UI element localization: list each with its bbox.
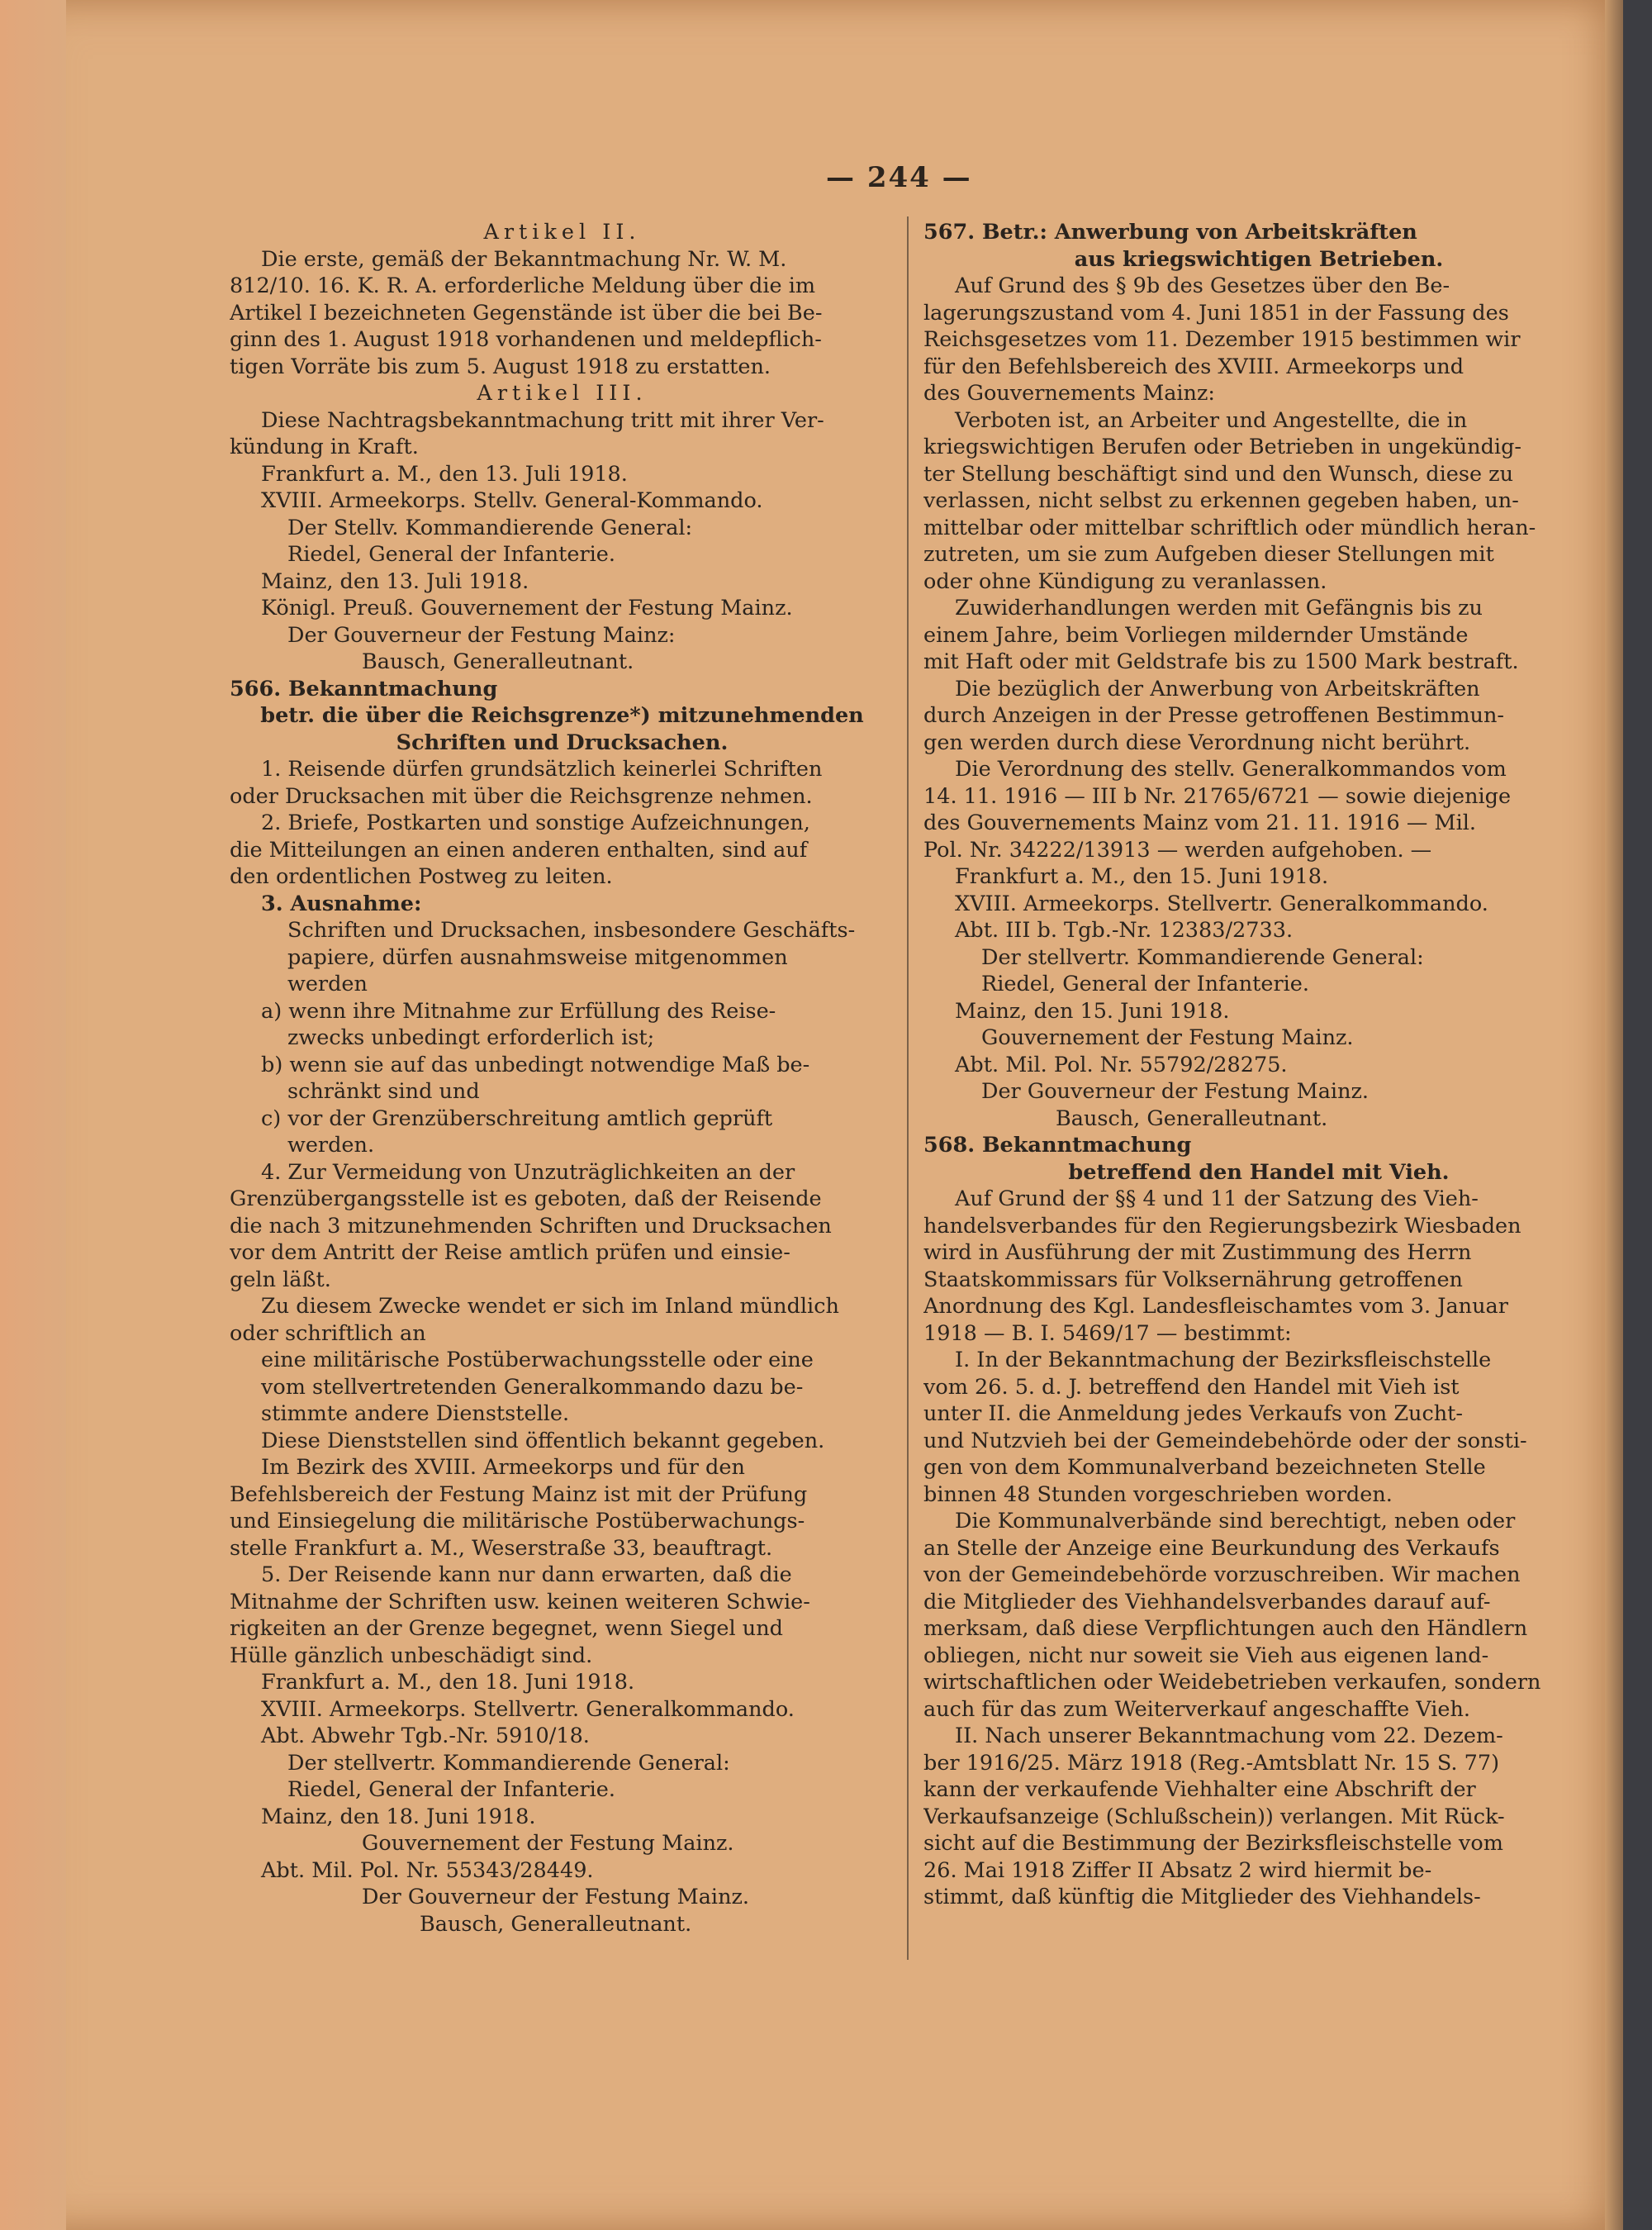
text-line: Artikel I bezeichneten Gegenstände ist über die bei Be-	[230, 300, 823, 326]
text-line: Frankfurt a. M., den 15. Juni 1918.	[955, 864, 1329, 889]
text-line: rigkeiten an der Grenze begegnet, wenn Siegel und	[230, 1616, 783, 1641]
text-line: tigen Vorräte bis zum 5. August 1918 zu erstatten.	[230, 354, 771, 379]
text-line: Gouvernement der Festung Mainz.	[981, 1025, 1354, 1050]
text-line: die Mitteilungen an einen anderen enthalten, sind auf	[230, 837, 808, 863]
text-line: Riedel, General der Infanterie.	[287, 542, 616, 567]
text-line: gen von dem Kommunalverband bezeichneten Stelle	[923, 1455, 1486, 1480]
text-line: oder ohne Kündigung zu veranlassen.	[923, 568, 1327, 594]
text-line: 5. Der Reisende kann nur dann erwarten, daß die	[261, 1562, 792, 1587]
text-line: Staatskommissars für Volksernährung getroffenen	[923, 1267, 1463, 1292]
text-line: papiere, dürfen ausnahmsweise mitgenommen	[287, 944, 788, 970]
text-line: Frankfurt a. M., den 18. Juni 1918.	[261, 1670, 635, 1695]
text-line: Hülle gänzlich unbeschädigt sind.	[230, 1643, 593, 1668]
text-line: Abt. Mil. Pol. Nr. 55343/28449.	[261, 1857, 594, 1883]
text-line: oder Drucksachen mit über die Reichsgrenze nehmen.	[230, 783, 813, 809]
text-line: b) wenn sie auf das unbedingt notwendige Maß be-	[261, 1052, 810, 1077]
text-line: Die Verordnung des stellv. Generalkommandos vom	[955, 757, 1507, 782]
text-line: Mainz, den 15. Juni 1918.	[955, 998, 1230, 1024]
text-line: stelle Frankfurt a. M., Weserstraße 33, beauftragt.	[230, 1535, 773, 1561]
text-line: Artikel III.	[477, 381, 648, 406]
text-line: durch Anzeigen in der Presse getroffenen Bestimmun-	[923, 703, 1505, 728]
text-line: stimmt, daß künftig die Mitglieder des Viehhandels-	[923, 1885, 1481, 1909]
text-line: unter II. die Anmeldung jedes Verkaufs von Zucht-	[923, 1401, 1464, 1426]
text-line: Reichsgesetzes vom 11. Dezember 1915 bestimmen wir	[923, 327, 1521, 352]
text-line: Verkaufsanzeige (Schlußschein)) verlangen. Mit Rück-	[923, 1804, 1505, 1829]
text-line: Die erste, gemäß der Bekanntmachung Nr. W. M.	[261, 246, 787, 272]
text-line: Mainz, den 13. Juli 1918.	[261, 568, 529, 594]
text-line: vor dem Antritt der Reise amtlich prüfen und einsie-	[230, 1240, 790, 1265]
text-line: mittelbar oder mittelbar schriftlich oder mündlich heran-	[923, 515, 1536, 540]
text-line: Schriften und Drucksachen, insbesondere Geschäfts-	[287, 918, 856, 943]
text-line: lagerungszustand vom 4. Juni 1851 in der Fassung des	[923, 300, 1509, 326]
text-line: die nach 3 mitzunehmenden Schriften und Drucksachen	[230, 1213, 832, 1239]
text-line: Königl. Preuß. Gouvernement der Festung Mainz.	[261, 596, 793, 621]
text-line: betr. die über die Reichsgrenze*) mitzunehmenden	[260, 703, 864, 728]
text-line: Riedel, General der Infanterie.	[287, 1777, 616, 1802]
text-line: 1918 — B. I. 5469/17 — bestimmt:	[923, 1320, 1292, 1346]
text-line: 4. Zur Vermeidung von Unzuträglichkeiten an der	[261, 1159, 795, 1185]
text-line: 26. Mai 1918 Ziffer II Absatz 2 wird hiermit be-	[923, 1857, 1432, 1883]
column-divider	[907, 216, 909, 1960]
text-line: eine militärische Postüberwachungsstelle oder eine	[261, 1348, 814, 1372]
text-line: von der Gemeindebehörde vorzuschreiben. Wir machen	[923, 1562, 1521, 1587]
text-line: Gouvernement der Festung Mainz.	[362, 1831, 734, 1856]
text-line: zutreten, um sie zum Aufgeben dieser Stellungen mit	[923, 542, 1494, 567]
text-line: Abt. III b. Tgb.-Nr. 12383/2733.	[955, 918, 1294, 943]
text-line: 2. Briefe, Postkarten und sonstige Aufzeichnungen,	[261, 811, 810, 835]
text-line: schränkt sind und	[287, 1079, 480, 1104]
text-line: geln läßt.	[230, 1267, 331, 1292]
text-line: Schriften und Drucksachen.	[396, 730, 729, 755]
text-line: werden	[287, 972, 368, 996]
text-line: Der Gouverneur der Festung Mainz.	[362, 1885, 750, 1909]
text-line: 3. Ausnahme:	[261, 891, 422, 916]
text-line: XVIII. Armeekorps. Stellvertr. Generalkommando.	[955, 891, 1488, 916]
text-line: 1. Reisende dürfen grundsätzlich keinerlei Schriften	[261, 757, 823, 782]
text-line: handelsverbandes für den Regierungsbezirk Wiesbaden	[923, 1213, 1521, 1239]
text-line: Zu diesem Zwecke wendet er sich im Inland mündlich	[261, 1294, 839, 1319]
text-line: kann der verkaufende Viehhalter eine Abschrift der	[923, 1777, 1476, 1802]
page-spine	[1605, 0, 1623, 2230]
text-line: 812/10. 16. K. R. A. erforderliche Meldung über die im	[230, 273, 816, 298]
text-line: Bausch, Generalleutnant.	[1056, 1105, 1328, 1131]
text-line: Diese Nachtragsbekanntmachung tritt mit ihrer Ver-	[261, 407, 824, 433]
text-line: 14. 11. 1916 — III b Nr. 21765/6721 — sowie diejenige	[923, 783, 1512, 809]
text-line: einem Jahre, beim Vorliegen mildernder Umstände	[923, 622, 1469, 648]
text-line: Riedel, General der Infanterie.	[981, 972, 1310, 996]
text-line: 567. Betr.: Anwerbung von Arbeitskräften	[923, 220, 1417, 245]
text-line: oder schriftlich an	[230, 1320, 426, 1346]
text-line: Auf Grund der §§ 4 und 11 der Satzung des Vieh-	[955, 1186, 1479, 1211]
text-line: Der stellvertr. Kommandierende General:	[981, 944, 1424, 970]
text-line: werden.	[287, 1133, 375, 1158]
text-line: ber 1916/25. März 1918 (Reg.-Amtsblatt Nr. 15 S. 77)	[923, 1750, 1500, 1776]
text-line: binnen 48 Stunden vorgeschrieben worden.	[923, 1481, 1393, 1507]
text-line: Diese Dienststellen sind öffentlich bekannt gegeben.	[261, 1428, 825, 1453]
text-line: des Gouvernements Mainz vom 21. 11. 1916 — Mil.	[923, 811, 1477, 835]
text-line: verlassen, nicht selbst zu erkennen gegeben haben, un-	[923, 488, 1519, 513]
page-edge	[0, 0, 66, 2230]
text-line: Frankfurt a. M., den 13. Juli 1918.	[261, 461, 628, 487]
text-line: Die Kommunalverbände sind berechtigt, neben oder	[955, 1509, 1516, 1533]
text-line: vom 26. 5. d. J. betreffend den Handel mit Vieh ist	[923, 1374, 1460, 1400]
text-line: Abt. Mil. Pol. Nr. 55792/28275.	[955, 1052, 1288, 1077]
text-line: kriegswichtigen Berufen oder Betrieben in ungekündig-	[923, 435, 1522, 459]
text-line: XVIII. Armeekorps. Stellv. General-Kommando.	[261, 488, 763, 513]
text-line: XVIII. Armeekorps. Stellvertr. Generalkommando.	[261, 1696, 795, 1722]
text-line: a) wenn ihre Mitnahme zur Erfüllung des Reise-	[261, 998, 776, 1024]
text-line: Mainz, den 18. Juni 1918.	[261, 1804, 536, 1829]
text-line: Der Stellv. Kommandierende General:	[287, 515, 693, 540]
text-line: merksam, daß diese Verpflichtungen auch den Händlern	[923, 1616, 1528, 1641]
text-line: an Stelle der Anzeige eine Beurkundung des Verkaufs	[923, 1535, 1500, 1561]
text-line: Befehlsbereich der Festung Mainz ist mit der Prüfung	[230, 1481, 808, 1507]
text-line: Mitnahme der Schriften usw. keinen weiteren Schwie-	[230, 1589, 810, 1614]
text-line: Bausch, Generalleutnant.	[362, 649, 634, 674]
text-line: und Einsiegelung die militärische Postüberwachungs-	[230, 1509, 805, 1533]
text-line: 568. Bekanntmachung	[923, 1133, 1192, 1158]
text-line: Abt. Abwehr Tgb.-Nr. 5910/18.	[261, 1724, 590, 1748]
text-line: und Nutzvieh bei der Gemeindebehörde oder der sonsti-	[923, 1428, 1527, 1453]
text-line: sicht auf die Bestimmung der Bezirksfleischstelle vom	[923, 1831, 1503, 1856]
text-line: die Mitglieder des Viehhandelsverbandes darauf auf-	[923, 1589, 1491, 1614]
text-line: den ordentlichen Postweg zu leiten.	[230, 864, 613, 889]
text-line: zwecks unbedingt erforderlich ist;	[287, 1025, 655, 1050]
text-line: Auf Grund des § 9b des Gesetzes über den Be-	[955, 273, 1450, 298]
text-line: ginn des 1. August 1918 vorhandenen und meldepflich-	[230, 327, 822, 352]
text-line: Artikel II.	[483, 220, 641, 245]
text-line: Der Gouverneur der Festung Mainz:	[287, 622, 676, 648]
text-line: I. In der Bekanntmachung der Bezirksfleischstelle	[955, 1348, 1492, 1372]
text-line: vom stellvertretenden Generalkommando dazu be-	[261, 1374, 804, 1400]
text-line: Der stellvertr. Kommandierende General:	[287, 1750, 730, 1776]
text-line: Die bezüglich der Anwerbung von Arbeitskräften	[955, 676, 1480, 701]
text-line: 566. Bekanntmachung	[230, 676, 498, 701]
text-line: auch für das zum Weiterverkauf angeschaffte Vieh.	[923, 1696, 1471, 1722]
text-line: wird in Ausführung der mit Zustimmung des Herrn	[923, 1240, 1472, 1265]
text-line: obliegen, nicht nur soweit sie Vieh aus eigenen land-	[923, 1643, 1489, 1668]
text-line: c) vor der Grenzüberschreitung amtlich geprüft	[261, 1105, 773, 1131]
text-line: Im Bezirk des XVIII. Armeekorps und für den	[261, 1455, 745, 1480]
text-line: Verboten ist, an Arbeiter und Angestellte, die in	[955, 407, 1468, 433]
right-column	[923, 219, 1594, 1911]
text-line: Der Gouverneur der Festung Mainz.	[981, 1079, 1370, 1104]
text-line: Bausch, Generalleutnant.	[420, 1911, 692, 1937]
text-line: für den Befehlsbereich des XVIII. Armeekorps und	[923, 354, 1464, 379]
text-line: wirtschaftlichen oder Weidebetrieben verkaufen, sondern	[923, 1670, 1541, 1695]
left-column	[230, 219, 895, 1938]
text-line: gen werden durch diese Verordnung nicht berührt.	[923, 730, 1471, 755]
text-line: des Gouvernements Mainz:	[923, 381, 1216, 406]
text-line: betreffend den Handel mit Vieh.	[1068, 1159, 1450, 1185]
text-line: kündung in Kraft.	[230, 435, 419, 459]
text-line: ter Stellung beschäftigt sind und den Wunsch, diese zu	[923, 461, 1513, 487]
text-line: mit Haft oder mit Geldstrafe bis zu 1500 Mark bestraft.	[923, 649, 1519, 674]
text-line: aus kriegswichtigen Betrieben.	[1074, 246, 1444, 272]
text-line: stimmte andere Dienststelle.	[261, 1401, 570, 1426]
page-number: — 244 —	[826, 161, 972, 194]
text-line: Pol. Nr. 34222/13913 — werden aufgehoben. —	[923, 837, 1432, 863]
text-line: Grenzübergangsstelle ist es geboten, daß der Reisende	[230, 1186, 822, 1211]
text-line: II. Nach unserer Bekanntmachung vom 22. Dezem-	[955, 1724, 1503, 1748]
text-line: Anordnung des Kgl. Landesfleischamtes vom 3. Januar	[923, 1294, 1508, 1319]
text-line: Zuwiderhandlungen werden mit Gefängnis bis zu	[955, 596, 1483, 621]
